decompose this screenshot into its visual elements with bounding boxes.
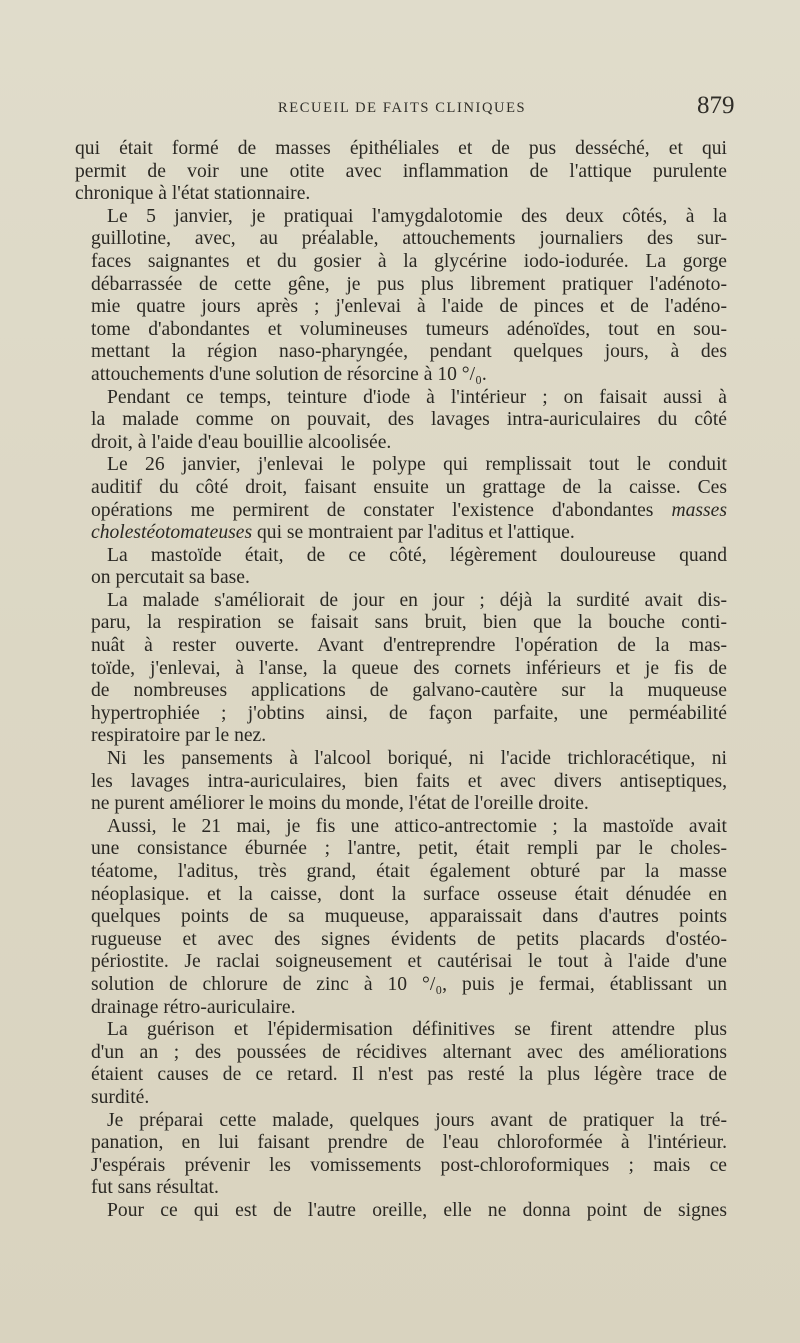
- paragraph: [75, 1019, 727, 1109]
- text-line: débarrassée de cette gêne, je pus plus librement pratiquer l'adénoto-: [91, 273, 727, 295]
- italic-term: masses: [671, 499, 727, 521]
- paragraph: [75, 387, 727, 455]
- paragraph: [75, 1200, 727, 1223]
- text-line: auditif du côté droit, faisant ensuite un grattage de la caisse. Ces: [91, 476, 727, 498]
- paragraph: [75, 206, 727, 387]
- text-line: on percutait sa base.: [91, 567, 250, 589]
- text-line: paru, la respiration se faisait sans bruit, bien que la bouche conti-: [91, 612, 727, 634]
- text-fragment: qui se montraient par l'aditus et l'attique.: [256, 522, 575, 544]
- paragraph: [75, 590, 727, 748]
- text-line: de nombreuses applications de galvano-cautère sur la muqueuse: [91, 680, 727, 702]
- paragraph: [75, 748, 727, 816]
- text-line: La guérison et l'épidermisation définitives se firent attendre plus: [107, 1019, 727, 1041]
- page-header: [0, 92, 800, 122]
- paragraph: [75, 138, 727, 206]
- text-line: guillotine, avec, au préalable, attouchements journaliers des sur-: [91, 228, 727, 250]
- text-line: Pour ce qui est de l'autre oreille, elle ne donna point de signes: [107, 1199, 727, 1221]
- text-line: chronique à l'état stationnaire.: [75, 183, 311, 205]
- text-line: quelques points de sa muqueuse, apparaissait dans d'autres points: [91, 906, 727, 928]
- text-line: étaient causes de ce retard. Il n'est pas resté la plus légère trace de: [91, 1064, 727, 1086]
- running-head: RECUEIL DE FAITS CLINIQUES: [278, 100, 527, 116]
- text-line: hypertrophiée ; j'obtins ainsi, de façon parfaite, une perméabilité: [91, 702, 727, 724]
- text-line: Le 26 janvier, j'enlevai le polype qui remplissait tout le conduit: [107, 454, 727, 476]
- text-line: drainage rétro-auriculaire.: [91, 996, 296, 1018]
- paragraph: [75, 454, 727, 544]
- text-line: Je préparai cette malade, quelques jours avant de pratiquer la tré-: [107, 1109, 727, 1131]
- paragraph: [75, 545, 727, 590]
- text-line: nuât à rester ouverte. Avant d'entreprendre l'opération de la mas-: [91, 635, 727, 657]
- text-line: permit de voir une otite avec inflammation de l'attique purulente: [75, 160, 727, 182]
- text-line: d'un an ; des poussées de récidives alternant avec des améliorations: [91, 1041, 727, 1063]
- text-line: périostite. Je raclai soigneusement et cautérisai le tout à l'aide d'une: [91, 951, 727, 973]
- text-line: [75, 522, 727, 545]
- text-line: rugueuse et avec des signes évidents de petits placards d'ostéo-: [91, 928, 727, 950]
- text-line: téatome, l'aditus, très grand, était également obturé par la masse: [91, 861, 727, 882]
- text-line: J'espérais prévenir les vomissements post-chloroformiques ; mais ce: [91, 1154, 727, 1176]
- body-text: [75, 138, 727, 1223]
- text-line: La malade s'améliorait de jour en jour ; déjà la surdité avait dis-: [107, 589, 727, 611]
- text-line: attouchements d'une solution de résorcine à 10 °/₀.: [91, 363, 487, 385]
- text-line: mettant la région naso-pharyngée, pendant quelques jours, à des: [91, 341, 727, 363]
- text-line: panation, en lui faisant prendre de l'eau chloroformée à l'intérieur.: [91, 1132, 727, 1154]
- italic-term: cholestéotomateuses: [91, 522, 253, 544]
- text-line: fut sans résultat.: [91, 1177, 219, 1199]
- text-line: Le 5 janvier, je pratiquai l'amygdalotomie des deux côtés, à la: [107, 205, 727, 227]
- text-line: [75, 500, 727, 523]
- text-line: Pendant ce temps, teinture d'iode à l'intérieur ; on faisait aussi à: [107, 386, 727, 408]
- paragraph: [75, 1110, 727, 1200]
- text-line: ne purent améliorer le moins du monde, l'état de l'oreille droite.: [91, 793, 589, 815]
- paragraph: [75, 816, 727, 1019]
- text-line: Ni les pansements à l'alcool boriqué, ni l'acide trichloracétique, ni: [107, 748, 727, 770]
- text-line: néoplasique. et la caisse, dont la surface osseuse était dénudée en: [91, 883, 727, 905]
- text-line: La mastoïde était, de ce côté, légèrement douloureuse quand: [107, 544, 727, 566]
- text-line: solution de chlorure de zinc à 10 °/₀, puis je fermai, établissant un: [91, 973, 727, 995]
- text-line: qui était formé de masses épithéliales et de pus desséché, et qui: [75, 138, 727, 159]
- text-line: les lavages intra-auriculaires, bien faits et avec divers antiseptiques,: [91, 770, 727, 792]
- page-number: 879: [697, 92, 735, 119]
- text-line: respiratoire par le nez.: [91, 725, 267, 747]
- text-fragment: opérations me permirent de constater l'existence d'abondantes: [91, 499, 654, 521]
- text-line: toïde, j'enlevai, à l'anse, la queue des cornets inférieurs et je fis de: [91, 657, 727, 679]
- text-line: la malade comme on pouvait, des lavages intra-auriculaires du côté: [91, 409, 727, 431]
- text-line: droit, à l'aide d'eau bouillie alcoolisée.: [91, 431, 392, 453]
- text-line: mie quatre jours après ; j'enlevai à l'aide de pinces et de l'adéno-: [91, 296, 727, 318]
- text-line: tome d'abondantes et volumineuses tumeurs adénoïdes, tout en sou-: [91, 318, 727, 340]
- text-line: une consistance éburnée ; l'antre, petit, était rempli par le choles-: [91, 838, 727, 860]
- text-line: surdité.: [91, 1086, 150, 1108]
- text-line: faces saignantes et du gosier à la glycérine iodo-iodurée. La gorge: [91, 250, 727, 272]
- text-line: Aussi, le 21 mai, je fis une attico-antrectomie ; la mastoïde avait: [107, 815, 727, 837]
